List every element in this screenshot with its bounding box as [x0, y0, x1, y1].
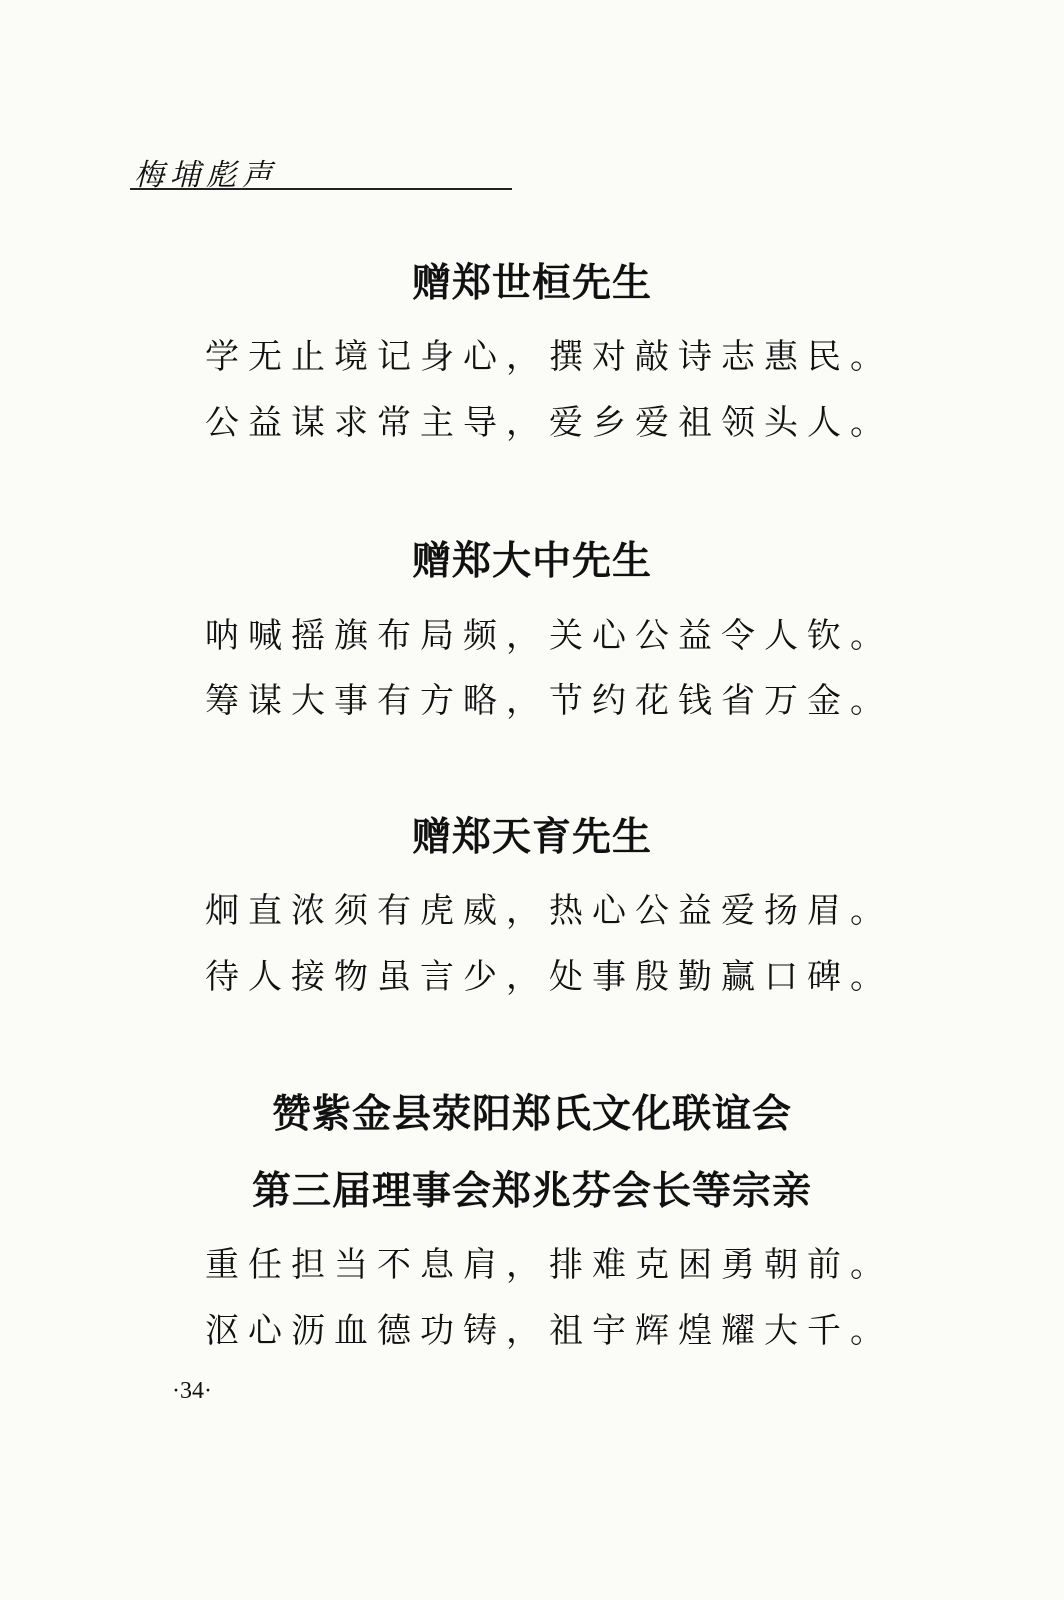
poem-3-line-1: 炯直浓须有虎威，热心公益爱扬眉。 — [205, 891, 893, 931]
running-header — [130, 138, 512, 193]
header-title: 梅埔彪声 — [134, 158, 278, 193]
poem-2-line-2: 筹谋大事有方略，节约花钱省万金。 — [205, 681, 893, 721]
poem-1-line-2: 公益谋求常主导，爱乡爱祖领头人。 — [205, 403, 893, 443]
poem-3-title: 赠郑天育先生 — [411, 815, 652, 860]
poem-4-title-line-2: 第三届理事会郑兆芬会长等宗亲 — [251, 1169, 812, 1214]
poem-3-line-2: 待人接物虽言少，处事殷勤赢口碑。 — [205, 957, 893, 997]
poem-1-title: 赠郑世桓先生 — [411, 261, 652, 306]
page-number: ·34· — [172, 1378, 212, 1404]
poem-2-line-1: 呐喊摇旗布局频，关心公益令人钦。 — [205, 616, 893, 656]
poem-4-line-2: 沤心沥血德功铸，祖宇辉煌耀大千。 — [205, 1311, 893, 1351]
poem-4-line-1: 重任担当不息肩，排难克困勇朝前。 — [205, 1245, 893, 1285]
poem-4-title-line-1: 赞紫金县荥阳郑氏文化联谊会 — [271, 1092, 792, 1137]
poem-2-title: 赠郑大中先生 — [411, 539, 652, 584]
poem-1-line-1: 学无止境记身心，撰对敲诗志惠民。 — [205, 337, 893, 377]
